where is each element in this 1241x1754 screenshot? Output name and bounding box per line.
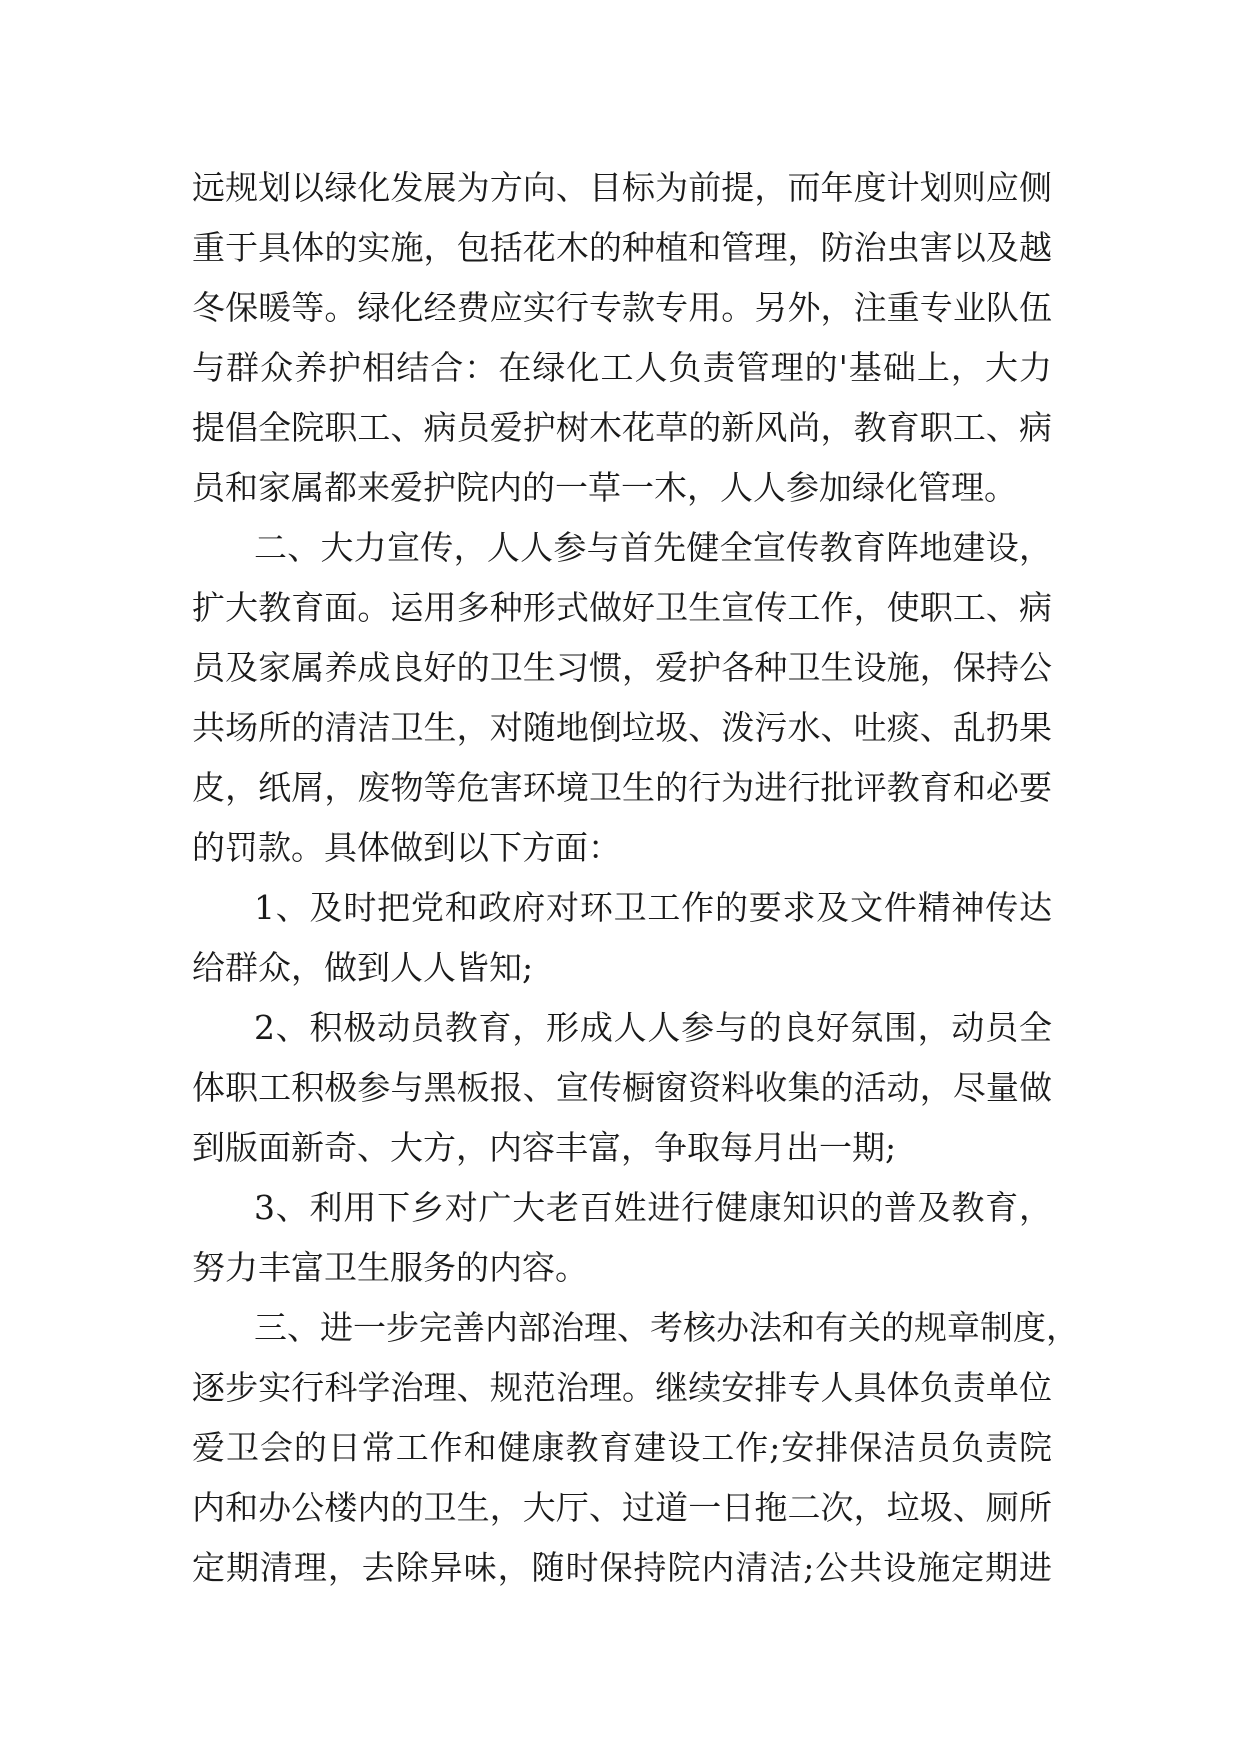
text-line: 逐步实行科学治理、规范治理。继续安排专人具体负责单位 — [192, 1368, 1052, 1407]
text-line: 员及家属养成良好的卫生习惯，爱护各种卫生设施，保持公 — [192, 648, 1052, 687]
text-line: 远规划以绿化发展为方向、目标为前提，而年度计划则应侧 — [192, 168, 1052, 207]
text-line: 的罚款。具体做到以下方面： — [192, 828, 621, 867]
text-line: 共场所的清洁卫生，对随地倒垃圾、泼污水、吐痰、乱扔果 — [192, 708, 1052, 747]
text-line: 皮，纸屑，废物等危害环境卫生的行为进行批评教育和必要 — [192, 768, 1052, 807]
text-line: 体职工积极参与黑板报、宣传橱窗资料收集的活动，尽量做 — [192, 1068, 1052, 1107]
text-line: 扩大教育面。运用多种形式做好卫生宣传工作，使职工、病 — [192, 588, 1052, 627]
text-line: 与群众养护相结合：在绿化工人负责管理的'基础上，大力 — [192, 348, 1052, 387]
text-line: 定期清理，去除异味，随时保持院内清洁;公共设施定期进 — [192, 1548, 1052, 1587]
document-body — [192, 158, 1079, 1598]
text-line: 三、进一步完善内部治理、考核办法和有关的规章制度， — [254, 1308, 1079, 1347]
text-line: 重于具体的实施，包括花木的种植和管理，防治虫害以及越 — [192, 228, 1052, 267]
text-line: 冬保暖等。绿化经费应实行专款专用。另外，注重专业队伍 — [192, 288, 1052, 327]
text-line: 爱卫会的日常工作和健康教育建设工作;安排保洁员负责院 — [192, 1428, 1052, 1467]
text-line: 员和家属都来爱护院内的一草一木，人人参加绿化管理。 — [192, 468, 1017, 507]
text-line: 1、及时把党和政府对环卫工作的要求及文件精神传达 — [254, 888, 1052, 927]
text-line: 到版面新奇、大方，内容丰富，争取每月出一期; — [192, 1128, 897, 1167]
text-line: 给群众，做到人人皆知; — [192, 948, 534, 987]
text-line: 2、积极动员教育，形成人人参与的良好氛围，动员全 — [254, 1008, 1052, 1047]
text-line: 提倡全院职工、病员爱护树木花草的新风尚，教育职工、病 — [192, 408, 1052, 447]
text-line: 内和办公楼内的卫生，大厅、过道一日拖二次，垃圾、厕所 — [192, 1488, 1052, 1527]
text-line: 努力丰富卫生服务的内容。 — [192, 1248, 588, 1287]
text-line: 3、利用下乡对广大老百姓进行健康知识的普及教育， — [254, 1188, 1052, 1227]
text-line: 二、大力宣传，人人参与首先健全宣传教育阵地建设， — [254, 528, 1052, 567]
